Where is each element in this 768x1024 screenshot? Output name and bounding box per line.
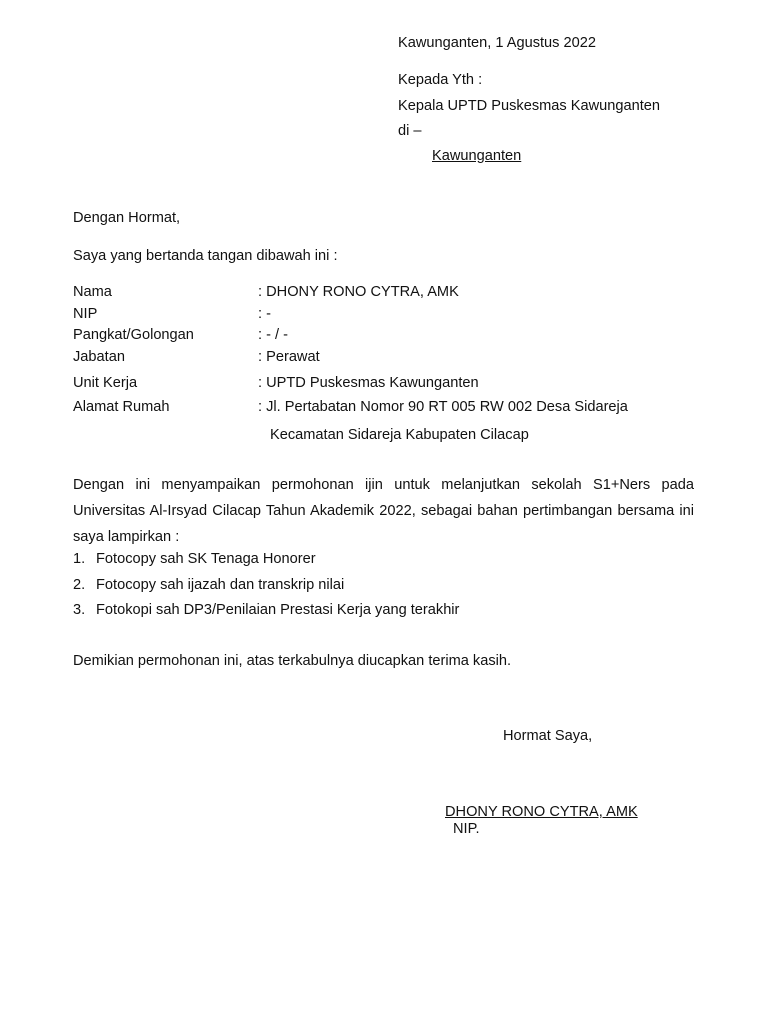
identity-value: : - / - — [258, 327, 288, 343]
to-label: Kepada Yth : — [398, 72, 483, 88]
list-item — [73, 576, 344, 594]
list-number: 2. — [73, 577, 86, 593]
identity-label: Pangkat/Golongan — [73, 327, 194, 343]
greeting: Dengan Hormat, — [73, 210, 181, 226]
identity-label: Unit Kerja — [73, 375, 138, 391]
list-item — [73, 601, 459, 619]
at-label: di – — [398, 123, 422, 139]
recipient: Kepala UPTD Puskesmas Kawunganten — [398, 98, 661, 114]
list-item — [73, 550, 316, 568]
identity-label: NIP — [73, 306, 98, 322]
list-number: 1. — [73, 551, 86, 567]
intro-text: Saya yang bertanda tangan dibawah ini : — [73, 248, 338, 264]
list-text: Fotocopy sah ijazah dan transkrip nilai — [96, 577, 345, 593]
identity-value: : DHONY RONO CYTRA, AMK — [258, 284, 459, 300]
list-text: Fotokopi sah DP3/Penilaian Prestasi Kerja yang terakhir — [96, 602, 460, 618]
request-paragraph: Dengan ini menyampaikan permohonan ijin untuk melanjutkan sekolah S1+Ners pada Universitas Al-Irsyad Cilacap Tahun Akademik 2022, sebagai bahan pertimbangan bersama ini saya lampirkan : — [73, 477, 694, 545]
signature-salutation: Hormat Saya, — [503, 728, 593, 744]
signature-nip: NIP. — [453, 821, 480, 837]
recipient-location: Kawunganten — [432, 148, 522, 164]
identity-label: Nama — [73, 284, 112, 300]
list-text: Fotocopy sah SK Tenaga Honorer — [96, 551, 316, 567]
place-date: Kawunganten, 1 Agustus 2022 — [398, 35, 596, 51]
list-number: 3. — [73, 602, 86, 618]
address-continuation: Kecamatan Sidareja Kabupaten Cilacap — [270, 427, 529, 443]
identity-value: : UPTD Puskesmas Kawunganten — [258, 375, 479, 391]
signature-name: DHONY RONO CYTRA, AMK — [445, 804, 638, 820]
identity-value: : Perawat — [258, 349, 320, 365]
closing-text: Demikian permohonan ini, atas terkabulnya diucapkan terima kasih. — [73, 653, 512, 669]
identity-value: : - — [258, 306, 271, 322]
identity-label: Alamat Rumah — [73, 399, 170, 415]
identity-value: : Jl. Pertabatan Nomor 90 RT 005 RW 002 Desa Sidareja — [258, 399, 628, 415]
identity-label: Jabatan — [73, 349, 125, 365]
